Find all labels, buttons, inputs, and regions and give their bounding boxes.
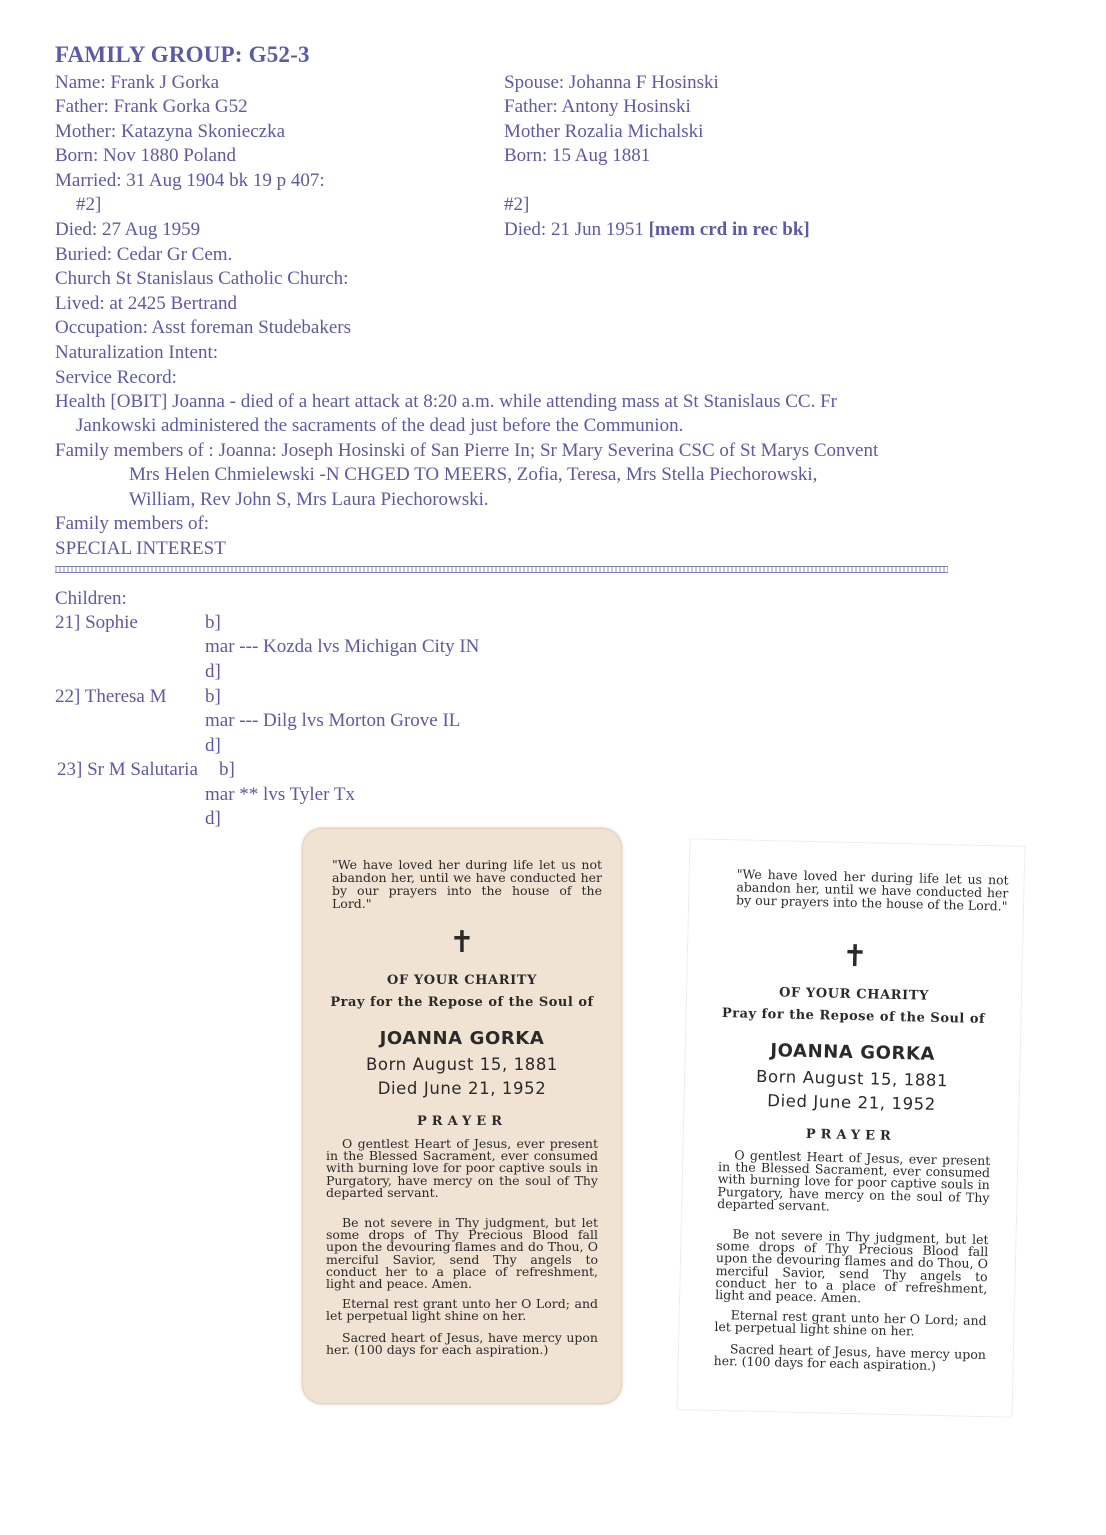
card-charity: OF YOUR CHARITY [387, 973, 537, 988]
mother-field: Mother: Katazyna Skonieczka [55, 121, 286, 142]
card-prayer-para-2: Be not severe in Thy judgment, but let some drops of Thy Precious Blood fall upon the devouring flames and do Thou, O merciful Savior, send Thy angels to conduct her to a place of refreshment, light and peace. Amen. [715, 1226, 989, 1306]
name-field: Name: Frank J Gorka [55, 72, 220, 93]
card-deceased-name: JOANNA GORKA [770, 1040, 936, 1065]
child-2-mar: mar --- Dilg lvs Morton Grove IL [205, 710, 461, 731]
child-1-mar: mar --- Kozda lvs Michigan City IN [205, 636, 480, 657]
card-died-date: Died June 21, 1952 [767, 1091, 937, 1114]
buried-field: Buried: Cedar Gr Cem. [55, 244, 233, 265]
child-1-died: d] [205, 661, 221, 682]
page-title: FAMILY GROUP: G52-3 [55, 42, 310, 67]
lived-field: Lived: at 2425 Bertrand [55, 293, 238, 314]
memorial-card-aged [302, 828, 622, 1404]
service-record-field: Service Record: [55, 367, 177, 388]
spouse-number: #2] [504, 194, 530, 215]
marriage-number: #2] [76, 194, 102, 215]
card-born-date: Born August 15, 1881 [755, 1066, 949, 1091]
naturalization-field: Naturalization Intent: [55, 342, 219, 363]
family-members-line-1: Family members of : Joanna: Joseph Hosinski of San Pierre In; Sr Mary Severina CSC of St Marys Convent [55, 440, 879, 461]
card-prayer-para-3: Eternal rest grant unto her O Lord; and let perpetual light shine on her. [326, 1296, 598, 1324]
child-1-name: 21] Sophie [55, 612, 138, 633]
family-members-line-4: Family members of: [55, 513, 210, 534]
card-prayer-para-1: O gentlest Heart of Jesus, ever present in the Blessed Sacrament, ever consumed with burning love for poor captive souls in Purgatory, have mercy on the soul of Thy departed servant. [326, 1136, 598, 1200]
born-field: Born: Nov 1880 Poland [55, 145, 237, 166]
card-prayer-para-4: Sacred heart of Jesus, have mercy upon her. (100 days for each aspiration.) [326, 1330, 598, 1358]
spouse-died-text: Died: 21 Jun 1951 [504, 219, 644, 240]
child-2-name: 22] Theresa M [55, 686, 167, 707]
family-members-line-3: William, Rev John S, Mrs Laura Piechorowski. [129, 489, 489, 510]
spouse-died-note: [mem crd in rec bk] [648, 219, 810, 240]
card-prayer-heading: PRAYER [805, 1126, 896, 1145]
card-pray: Pray for the Repose of the Soul of [330, 995, 594, 1010]
card-prayer-para-2: Be not severe in Thy judgment, but let some drops of Thy Precious Blood fall upon the devouring flames and do Thou, O merciful Savior, send Thy angels to conduct her to a place of refreshment, light and peace. Amen. [326, 1215, 598, 1292]
spouse-born-field: Born: 15 Aug 1881 [504, 145, 651, 166]
spouse-died-field [504, 218, 810, 242]
child-3-mar: mar ** lvs Tyler Tx [205, 784, 355, 805]
child-2-died: d] [205, 735, 221, 756]
child-3-born: b] [219, 759, 235, 780]
card-prayer-heading: PRAYER [416, 1114, 507, 1129]
card-charity: OF YOUR CHARITY [778, 985, 930, 1004]
card-born-date: Born August 15, 1881 [365, 1055, 559, 1074]
health-line-2: Jankowski administered the sacraments of the dead just before the Communion. [76, 415, 684, 436]
children-label: Children: [55, 588, 127, 609]
spouse-field: Spouse: Johanna F Hosinski [504, 72, 719, 93]
memorial-card-copy [677, 838, 1026, 1417]
family-members-line-2: Mrs Helen Chmielewski -N CHGED TO MEERS, Zofia, Teresa, Mrs Stella Piechorowski, [129, 464, 818, 485]
cross-icon: ✝ [841, 938, 868, 975]
died-field: Died: 27 Aug 1959 [55, 219, 201, 240]
card-died-date: Died June 21, 1952 [377, 1079, 547, 1098]
child-3-died: d] [205, 808, 221, 829]
card-pray: Pray for the Repose of the Soul of [721, 1006, 986, 1028]
occupation-field: Occupation: Asst foreman Studebakers [55, 317, 352, 338]
cross-icon: ✝ [449, 925, 475, 960]
spouse-mother-field: Mother Rozalia Michalski [504, 121, 704, 142]
church-field: Church St Stanislaus Catholic Church: [55, 268, 349, 289]
card-prayer-para-3: Eternal rest grant unto her O Lord; and let perpetual light shine on her. [714, 1307, 987, 1339]
father-field: Father: Frank Gorka G52 [55, 96, 248, 117]
child-3-name: 23] Sr M Salutaria [57, 759, 198, 780]
card-quote: "We have loved her during life let us not abandon her, until we have conducted her by our prayers into the house of the Lord." [332, 857, 602, 911]
section-divider [55, 566, 948, 573]
married-field: Married: 31 Aug 1904 bk 19 p 407: [55, 170, 325, 191]
child-1-born: b] [205, 612, 221, 633]
special-interest: SPECIAL INTEREST [55, 538, 226, 559]
card-prayer-para-4: Sacred heart of Jesus, have mercy upon her. (100 days for each aspiration.) [713, 1341, 987, 1374]
spouse-father-field: Father: Antony Hosinski [504, 96, 691, 117]
card-prayer-para-1: O gentlest Heart of Jesus, ever present in the Blessed Sacrament, ever consumed with burning love for poor captive souls in Purgatory, have mercy on the soul of Thy departed servant. [717, 1147, 991, 1214]
card-deceased-name: JOANNA GORKA [379, 1028, 545, 1049]
card-quote: "We have loved her during life let us not abandon her, until we have conducted her by our prayers into the house of the Lord." [735, 866, 1009, 914]
child-2-born: b] [205, 686, 221, 707]
health-line-1: Health [OBIT] Joanna - died of a heart attack at 8:20 a.m. while attending mass at St Stanislaus CC. Fr [55, 391, 837, 412]
